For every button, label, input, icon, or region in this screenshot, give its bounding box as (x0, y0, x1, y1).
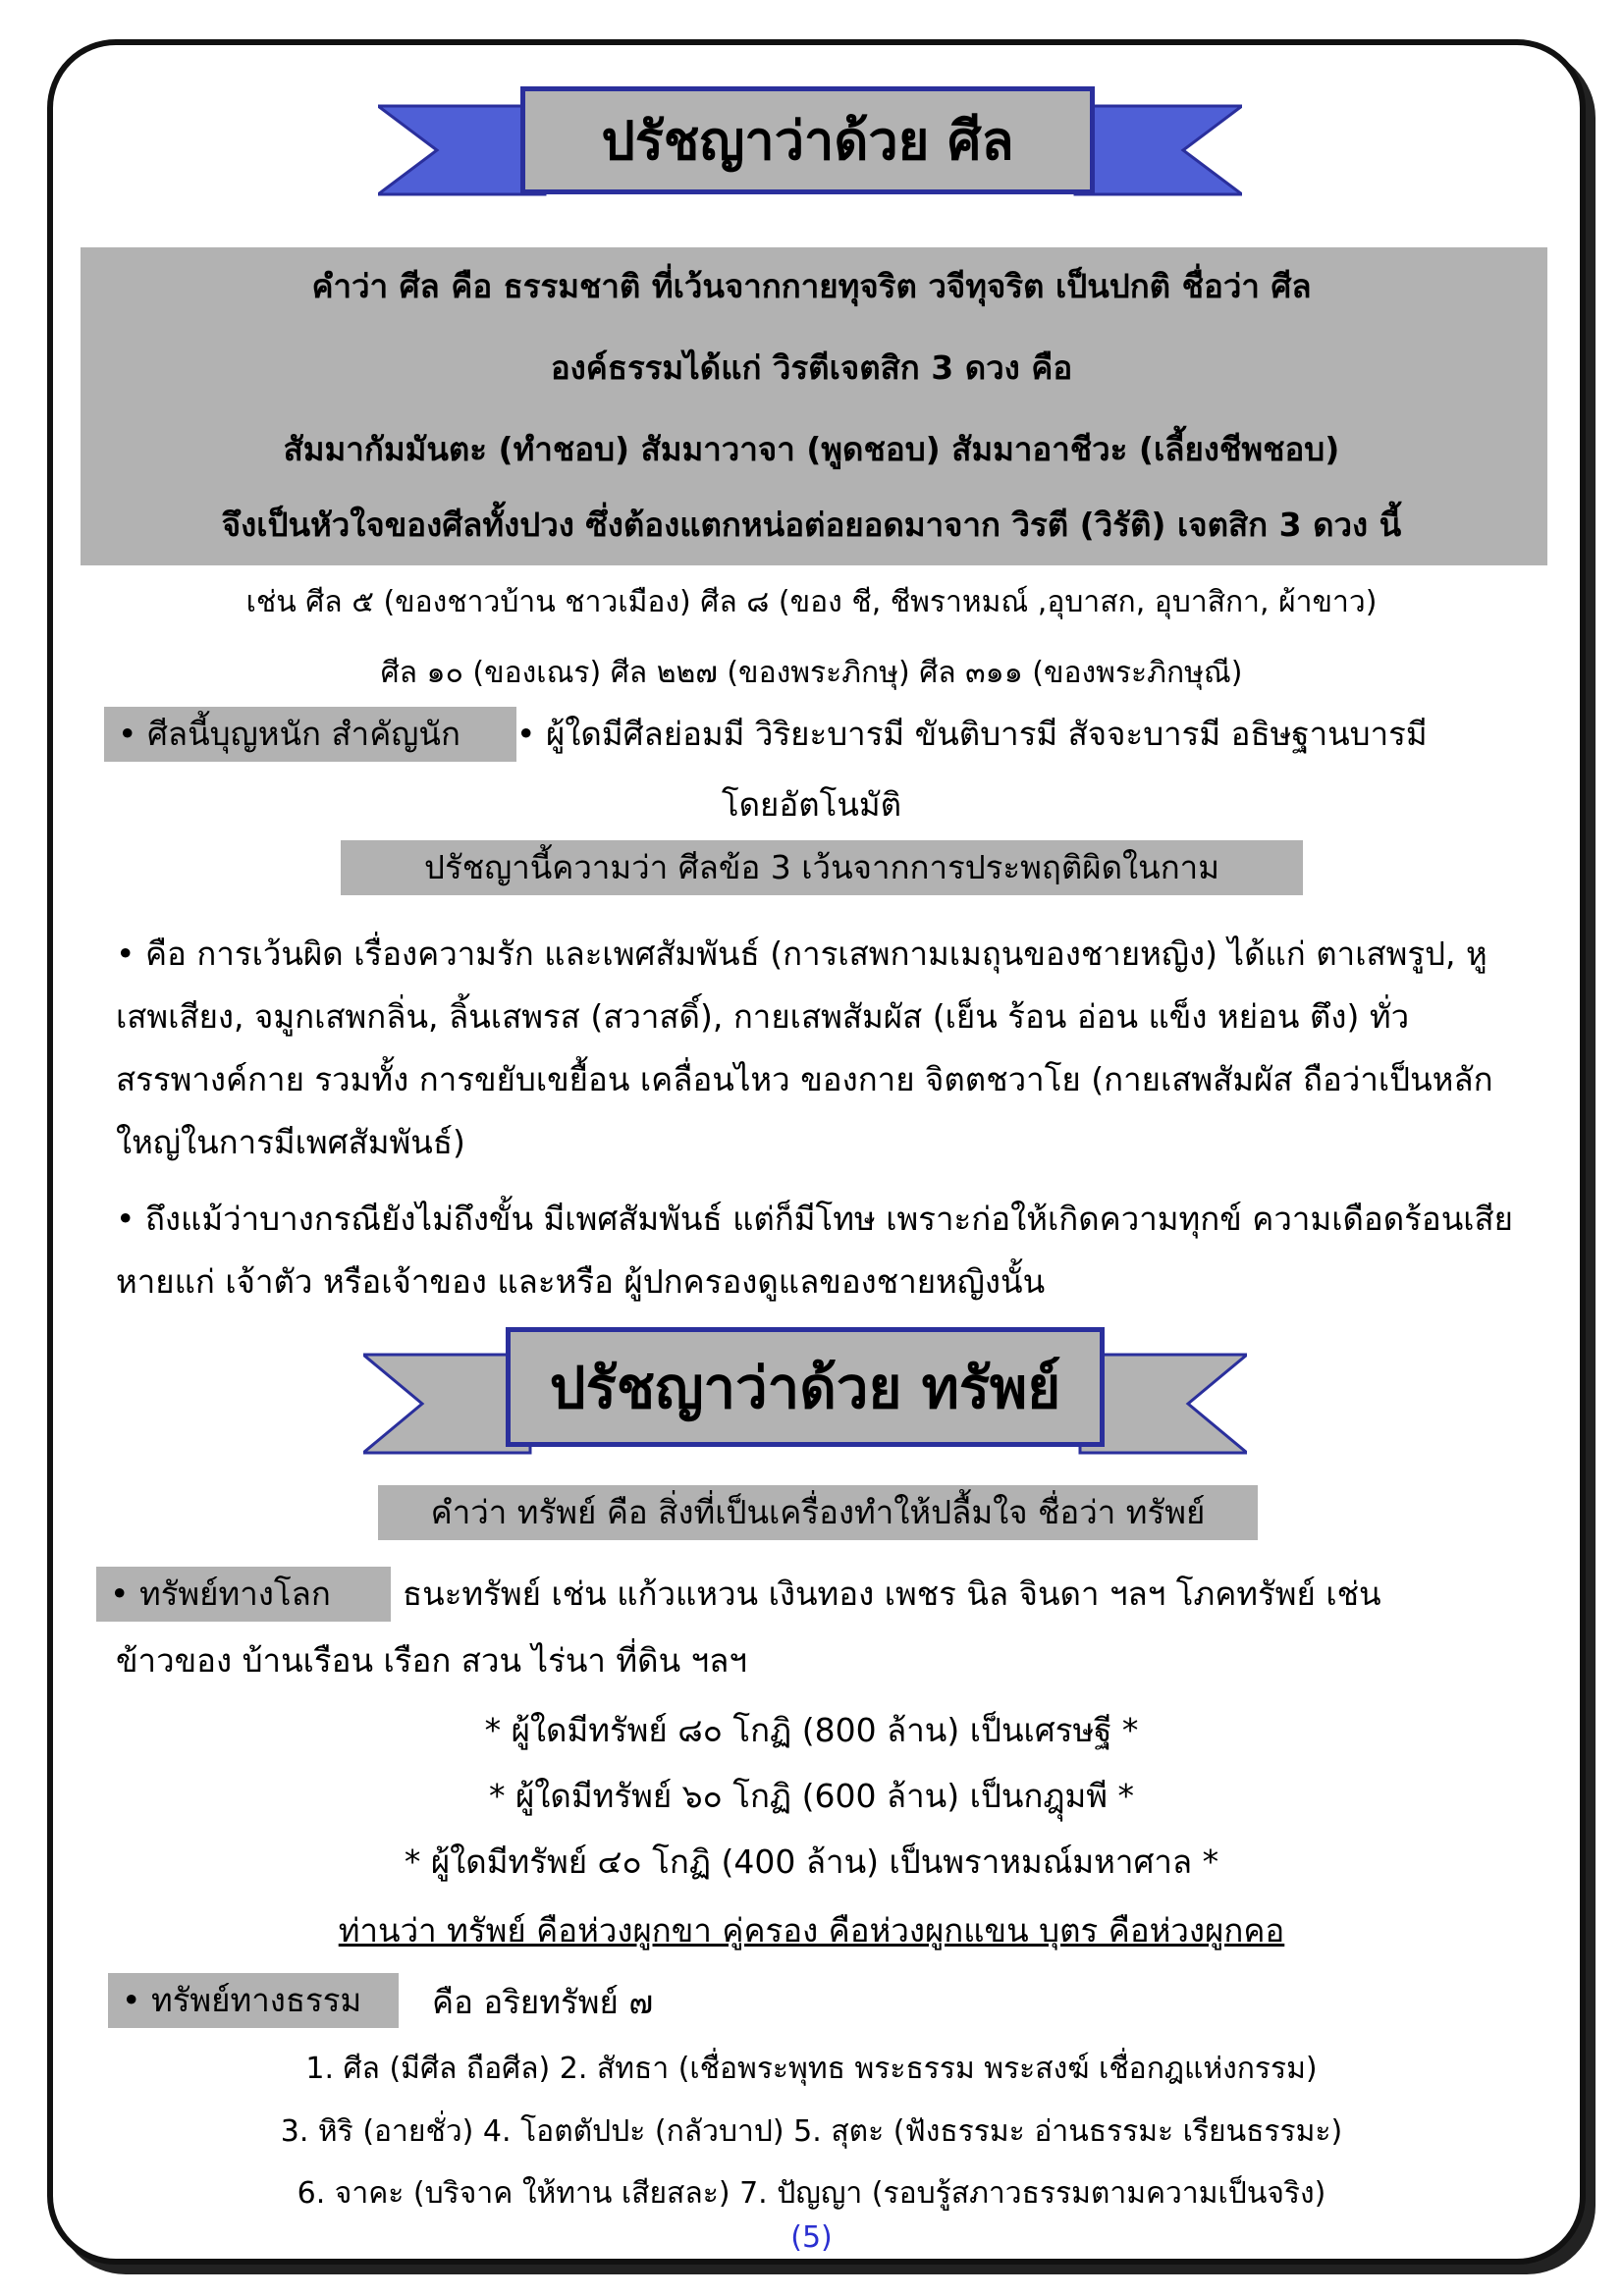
worldly-text-2: ข้าวของ บ้านเรือน เรือก สวน ไร่นา ที่ดิน ฯลฯ (116, 1641, 747, 1680)
bonds-text: ท่านว่า ทรัพย์ คือห่วงผูกขา คู่ครอง คือห่วงผูกแขน บุตร คือห่วงผูกคอ (338, 1911, 1285, 1949)
sila-def-line-3: สัมมากัมมันตะ (ทำชอบ) สัมมาวาจา (พูดชอบ) สัมมาอาชีวะ (เลี้ยงชีพชอบ) (283, 430, 1340, 468)
rich-line-2: * ผู้ใดมีทรัพย์ ๖๐ โกฏิ (600 ล้าน) เป็นกฎุมพี * (488, 1777, 1135, 1815)
sila-title: ปรัชญาว่าด้วย ศีล (520, 86, 1095, 194)
sila-para-1: • คือ การเว้นผิด เรื่องความรัก และเพศสัมพันธ์ (การเสพกามเมถุนของชายหญิง) ได้แก่ ตาเสพรูป, หูเสพเสียง, จมูกเสพกลิ่น, ลิ้นเสพรส (สวาสดิ์), กายเสพสัมผัส (เย็น ร้อน อ่อน แข็ง หย่อน ตึง) ทั่วสรรพางค์กาย รวมทั้ง การขยับเขยื้อน เคลื่อนไหว ของกาย จิตตชวาโย (กายเสพสัมผัส ถือว่าเป็นหลักใหญ่ในการมีเพศสัมพันธ์) (116, 934, 1493, 1161)
sila-merit-tag: • ศีลนี้บุญหนัก สำคัญนัก (104, 707, 516, 762)
page-number: (5) (790, 2220, 833, 2255)
sila-examples-2: ศีล ๑๐ (ของเณร) ศีล ๒๒๗ (ของพระภิกษุ) ศีล ๓๑๑ (ของพระภิกษุณี) (380, 656, 1243, 690)
sila-merit-text-1: • ผู้ใดมีศีลย่อมมี วิริยะบารมี ขันติบารมี สัจจะบารมี อธิษฐานบารมี (516, 715, 1428, 753)
sap-definition-box: คำว่า ทรัพย์ คือ สิ่งที่เป็นเครื่องทำให้ปลื้มใจ ชื่อว่า ทรัพย์ (378, 1485, 1258, 1540)
worldly-tag: • ทรัพย์ทางโลก (96, 1567, 391, 1622)
sila-def-line-4: จึงเป็นหัวใจของศีลทั้งปวง ซึ่งต้องแตกหน่อต่อยอดมาจาก วิรตี (วิรัติ) เจตสิก 3 ดวง นี้ (221, 506, 1402, 544)
sila-para-2: • ถึงแม้ว่าบางกรณียังไม่ถึงขั้น มีเพศสัมพันธ์ แต่ก็มีโทษ เพราะก่อให้เกิดความทุกข์ ความเดือดร้อนเสียหายแก่ เจ้าตัว หรือเจ้าของ และหรือ ผู้ปกครองดูแลของชายหญิงนั้น (116, 1200, 1514, 1301)
sila-examples-1: เช่น ศีล ๕ (ของชาวบ้าน ชาวเมือง) ศีล ๘ (ของ ชี, ชีพราหมณ์ ,อุบาสก, อุบาสิกา, ผ้าขาว) (245, 585, 1378, 619)
rich-line-3: * ผู้ใดมีทรัพย์ ๔๐ โกฏิ (400 ล้าน) เป็นพราหมณ์มหาศาล * (404, 1842, 1219, 1881)
ariya-line-3: 6. จาคะ (บริจาค ให้ทาน เสียสละ) 7. ปัญญา (รอบรู้สภาวธรรมตามความเป็นจริง) (297, 2176, 1326, 2211)
sila-merit-text-2: โดยอัตโนมัติ (721, 785, 902, 824)
dhamma-text: คือ อริยทรัพย์ ๗ (432, 1983, 654, 2021)
dhamma-tag: • ทรัพย์ทางธรรม (108, 1973, 399, 2028)
ariya-line-1: 1. ศีล (มีศีล ถือศีล) 2. สัทธา (เชื่อพระพุทธ พระธรรม พระสงฆ์ เชื่อกฎแห่งกรรม) (305, 2052, 1318, 2086)
bonds-line (69, 1911, 1554, 1950)
sila-def-line-2: องค์ธรรมได้แก่ วิรตีเจตสิก 3 ดวง คือ (550, 348, 1073, 387)
sap-title: ปรัชญาว่าด้วย ทรัพย์ (506, 1327, 1105, 1447)
precept3-box: ปรัชญานี้ความว่า ศีลข้อ 3 เว้นจากการประพฤติผิดในกาม (341, 840, 1303, 895)
sila-def-line-1: คำว่า ศีล คือ ธรรมชาติ ที่เว้นจากกายทุจริต วจีทุจริต เป็นปกติ ชื่อว่า ศีล (311, 267, 1312, 305)
ariya-line-2: 3. หิริ (อายชั่ว) 4. โอตตัปปะ (กลัวบาป) 5. สุตะ (ฟังธรรมะ อ่านธรรมะ เรียนธรรมะ) (280, 2114, 1343, 2149)
worldly-text-1: ธนะทรัพย์ เช่น แก้วแหวน เงินทอง เพชร นิล จินดา ฯลฯ โภคทรัพย์ เช่น (403, 1575, 1381, 1613)
rich-line-1: * ผู้ใดมีทรัพย์ ๘๐ โกฏิ (800 ล้าน) เป็นเศรษฐี * (484, 1711, 1139, 1749)
